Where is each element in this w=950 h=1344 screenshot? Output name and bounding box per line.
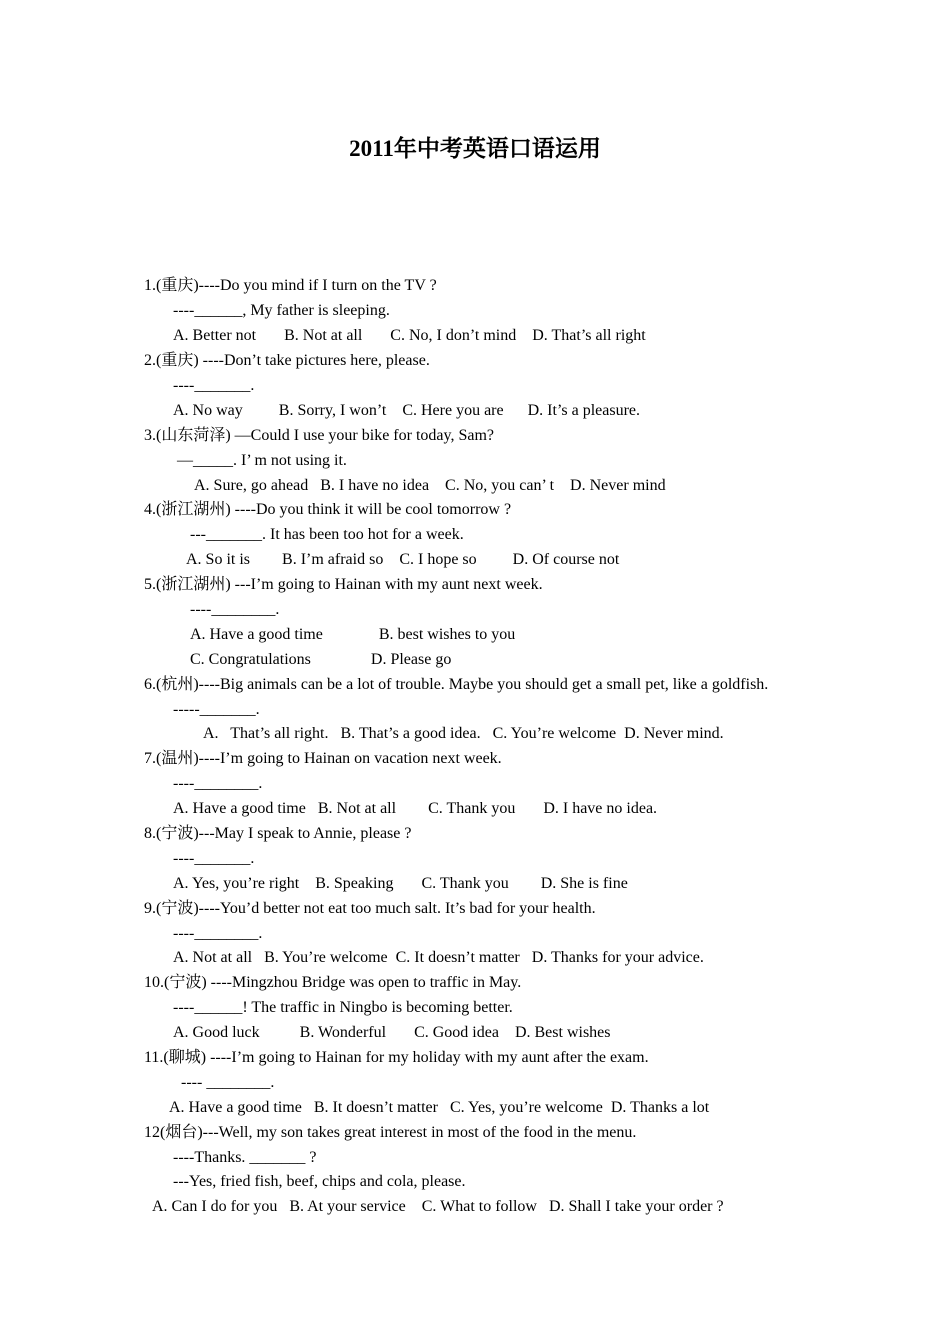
question-8: 8.(宁波)---May I speak to Annie, please ? bbox=[144, 825, 412, 842]
question-4: 4.(浙江湖州) ----Do you think it will be cool tomorrow ? bbox=[144, 501, 512, 518]
question-3: 3.(山东菏泽) —Could I use your bike for today, Sam? bbox=[144, 427, 495, 444]
question-12: 12(烟台)---Well, my son takes great interest in most of the food in the menu. bbox=[144, 1124, 637, 1141]
options-7: A. Have a good time B. Not at all C. Thank you D. I have no idea. bbox=[173, 800, 658, 817]
question-9: 9.(宁波)----You’d better not eat too much salt. It’s bad for your health. bbox=[144, 900, 596, 917]
options-3: A. Sure, go ahead B. I have no idea C. No, you can’ t D. Never mind bbox=[194, 477, 666, 494]
question-5: 5.(浙江湖州) ---I’m going to Hainan with my aunt next week. bbox=[144, 576, 543, 593]
options-5b: C. Congratulations D. Please go bbox=[190, 651, 452, 668]
answer-line-12b: ---Yes, fried fish, beef, chips and cola, please. bbox=[173, 1173, 466, 1190]
answer-line-11: ---- ________. bbox=[181, 1074, 275, 1091]
options-11: A. Have a good time B. It doesn’t matter C. Yes, you’re welcome D. Thanks a lot bbox=[169, 1099, 710, 1116]
answer-line-6: -----_______. bbox=[173, 701, 260, 718]
answer-line-9: ----________. bbox=[173, 925, 263, 942]
answer-line-12a: ----Thanks. _______ ? bbox=[173, 1149, 317, 1166]
options-4: A. So it is B. I’m afraid so C. I hope so D. Of course not bbox=[186, 551, 620, 568]
question-10: 10.(宁波) ----Mingzhou Bridge was open to traffic in May. bbox=[144, 974, 522, 991]
question-6: 6.(杭州)----Big animals can be a lot of trouble. Maybe you should get a small pet, like a goldfish. bbox=[144, 676, 769, 693]
question-1: 1.(重庆)----Do you mind if I turn on the TV ? bbox=[144, 277, 437, 294]
answer-line-10: ----______! The traffic in Ningbo is becoming better. bbox=[173, 999, 513, 1016]
answer-line-2: ----_______. bbox=[173, 377, 255, 394]
options-5a: A. Have a good time B. best wishes to you bbox=[190, 626, 516, 643]
options-6: A. That’s all right. B. That’s a good idea. C. You’re welcome D. Never mind. bbox=[203, 725, 724, 742]
page-title: 2011年中考英语口语运用 bbox=[349, 136, 601, 161]
options-9: A. Not at all B. You’re welcome C. It doesn’t matter D. Thanks for your advice. bbox=[173, 949, 704, 966]
answer-line-7: ----________. bbox=[173, 775, 263, 792]
options-8: A. Yes, you’re right B. Speaking C. Thank you D. She is fine bbox=[173, 875, 628, 892]
options-2: A. No way B. Sorry, I won’t C. Here you are D. It’s a pleasure. bbox=[173, 402, 641, 419]
answer-line-8: ----_______. bbox=[173, 850, 255, 867]
answer-line-5: ----________. bbox=[190, 601, 280, 618]
question-2: 2.(重庆) ----Don’t take pictures here, please. bbox=[144, 352, 430, 369]
question-7: 7.(温州)----I’m going to Hainan on vacation next week. bbox=[144, 750, 502, 767]
answer-line-3: —_____. I’ m not using it. bbox=[177, 452, 347, 469]
options-12: A. Can I do for you B. At your service C. What to follow D. Shall I take your order ? bbox=[152, 1198, 724, 1215]
question-11: 11.(聊城) ----I’m going to Hainan for my holiday with my aunt after the exam. bbox=[144, 1049, 649, 1066]
answer-line-4: ---_______. It has been too hot for a week. bbox=[190, 526, 464, 543]
options-10: A. Good luck B. Wonderful C. Good idea D. Best wishes bbox=[173, 1024, 611, 1041]
answer-line-1: ----______, My father is sleeping. bbox=[173, 302, 390, 319]
options-1: A. Better not B. Not at all C. No, I don’t mind D. That’s all right bbox=[173, 327, 646, 344]
